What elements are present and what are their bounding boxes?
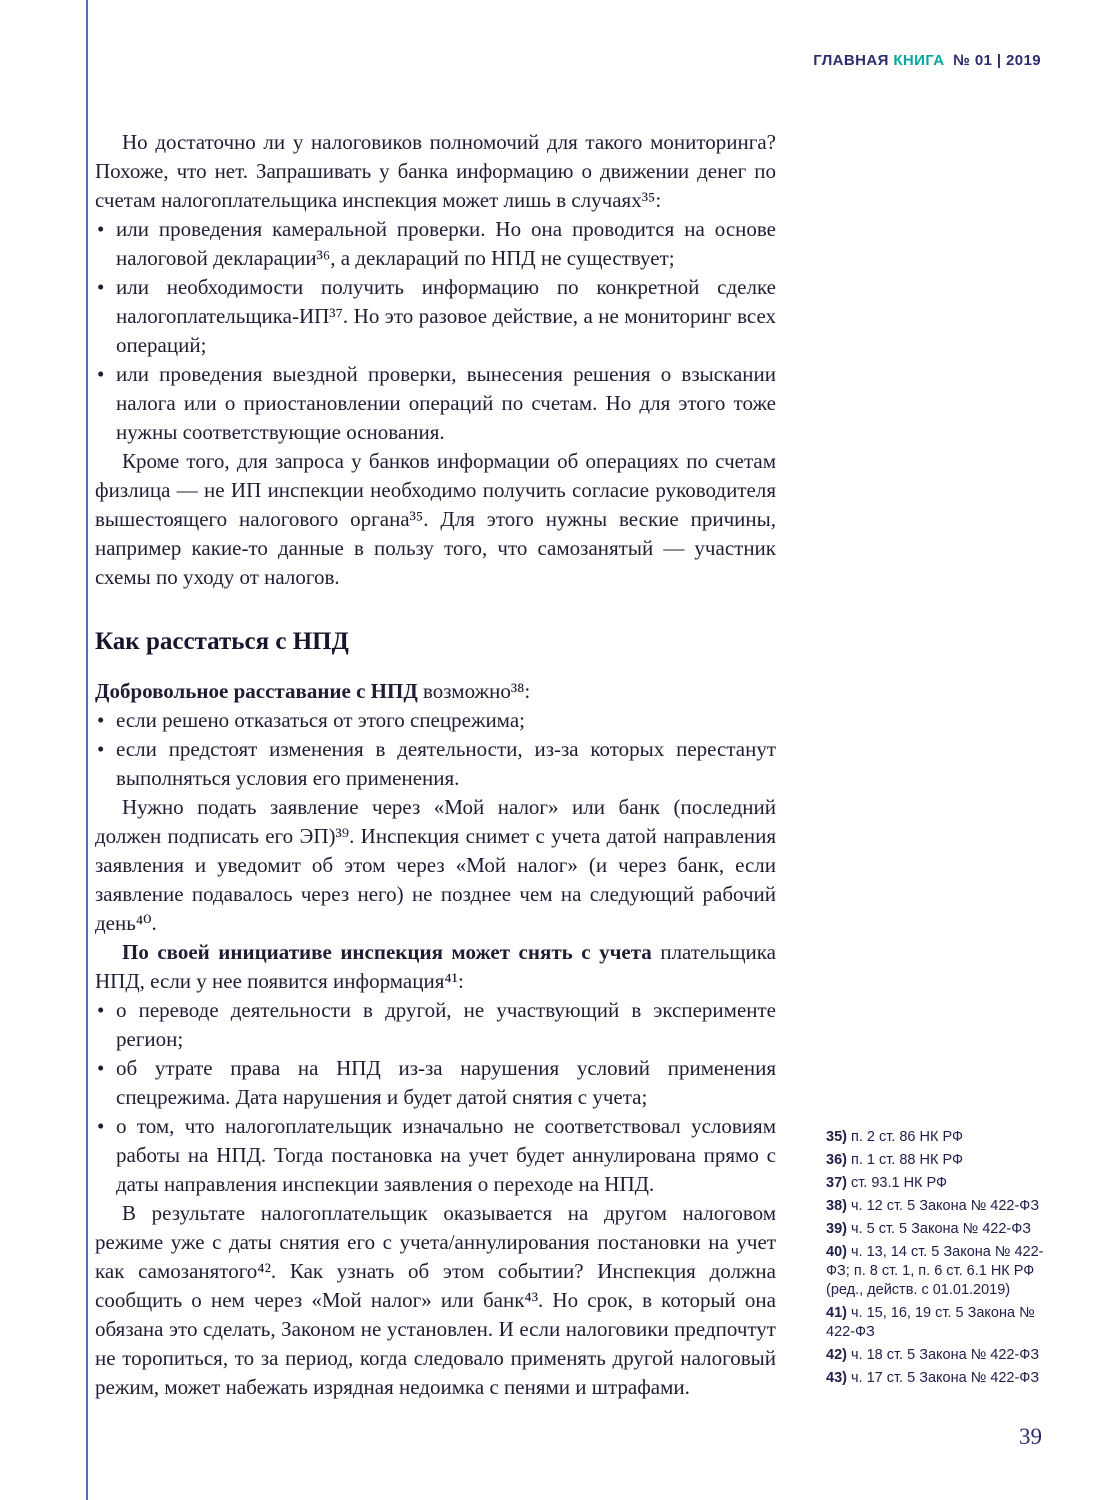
footnote-39-number: 39)	[826, 1221, 847, 1237]
inspection-initiative-rest-text: плательщика НПД, если у нее появится информация⁴¹:	[95, 940, 776, 993]
footnote-37-text: ст. 93.1 НК РФ	[851, 1175, 948, 1191]
bullet-item-loss-of-right: • об утрате права на НПД из-за нарушения условий применения спецрежима. Дата нарушения и будет датой снятия с учета;	[95, 1054, 776, 1112]
brand-glavnaya-label: ГЛАВНАЯ	[813, 52, 889, 69]
footnote-36	[826, 1151, 1052, 1170]
footnote-39-text: ч. 5 ст. 5 Закона № 422-ФЗ	[851, 1221, 1032, 1237]
paragraph-monitoring-intro: Но достаточно ли у налоговиков полномочий для такого мониторинга? Похоже, что нет. Запрашивать у банка информацию о движении денег по счетам налогоплательщика инспекция может лишь в случаях³⁵:	[95, 130, 776, 212]
footnote-35-text: п. 2 ст. 86 НК РФ	[851, 1129, 963, 1145]
voluntary-leave-rest-text: возможно³⁸:	[423, 679, 531, 703]
footnote-40-number: 40)	[826, 1244, 847, 1260]
footnote-40	[826, 1243, 1052, 1300]
footnote-37	[826, 1174, 1052, 1193]
footnote-43-number: 43)	[826, 1370, 847, 1386]
footnote-41-text: ч. 15, 16, 19 ст. 5 Закона № 422-ФЗ	[826, 1305, 1035, 1340]
main-text-column	[95, 128, 776, 1402]
footnote-38-number: 38)	[826, 1198, 847, 1214]
footnote-42	[826, 1346, 1052, 1365]
footnote-41	[826, 1304, 1052, 1342]
bullet-item-desk-audit: • или проведения камеральной проверки. Но она проводится на основе налоговой декларации³⁶, а деклараций по НПД не существует;	[95, 215, 776, 273]
left-edge-rule	[86, 0, 88, 1500]
page-number: 39	[1019, 1424, 1042, 1449]
footnote-40-text: ч. 13, 14 ст. 5 Закона № 422-ФЗ; п. 8 ст. 1, п. 6 ст. 6.1 НК РФ (ред., действ. с 01.01.2019)	[826, 1244, 1044, 1298]
bullet-item-initial-noncompliance: • о том, что налогоплательщик изначально не соответствовал условиям работы на НПД. Тогда постановка на учет будет аннулирована прямо с даты направления инспекции заявления о переходе на НПД.	[95, 1112, 776, 1199]
bullet-item-refuse-regime: • если решено отказаться от этого спецрежима;	[95, 706, 776, 735]
voluntary-leave-bold-text: Добровольное расставание с НПД	[95, 679, 418, 703]
footnote-36-text: п. 1 ст. 88 НК РФ	[851, 1152, 963, 1168]
footnote-38	[826, 1197, 1052, 1216]
bullet-item-activity-changes: • если предстоят изменения в деятельности, из-за которых перестанут выполняться условия его применения.	[95, 735, 776, 793]
bullet-item-region-transfer: • о переводе деятельности в другой, не участвующий в эксперименте регион;	[95, 996, 776, 1054]
bullet-list-bank-request-cases	[95, 215, 776, 447]
bullet-item-field-audit: • или проведения выездной проверки, вынесения решения о взыскании налога или о приостановлении операций по счетам. Но для этого тоже нужны соответствующие основания.	[95, 360, 776, 447]
footnotes-sidebar	[826, 1128, 1052, 1392]
footnote-36-number: 36)	[826, 1152, 847, 1168]
bullet-list-voluntary-reasons	[95, 706, 776, 793]
brand-kniga-label: КНИГА	[893, 52, 945, 69]
footnote-43	[826, 1369, 1052, 1388]
paragraph-consent-requirement: Кроме того, для запроса у банков информации об операциях по счетам физлица — не ИП инспекции необходимо получить согласие руководителя вышестоящего налогового органа³⁵. Для этого нужны веские причины, например какие-то данные в пользу того, что самозанятый — участник схемы по уходу от налогов.	[95, 449, 776, 589]
footnote-37-number: 37)	[826, 1175, 847, 1191]
footnote-35-number: 35)	[826, 1129, 847, 1145]
issue-number-label: № 01 | 2019	[953, 52, 1041, 69]
footnote-42-text: ч. 18 ст. 5 Закона № 422-ФЗ	[851, 1347, 1040, 1363]
footnote-35	[826, 1128, 1052, 1147]
footnote-43-text: ч. 17 ст. 5 Закона № 422-ФЗ	[851, 1370, 1040, 1386]
paragraph-inspection-initiative	[95, 938, 776, 996]
paragraph-application-procedure: Нужно подать заявление через «Мой налог» или банк (последний должен подписать его ЭП)³⁹. Инспекция снимет с учета датой направления заявления и уведомит об этом через «Мой налог» (и через банк, если заявление подавалось через него) не позднее чем на следующий рабочий день⁴⁰.	[95, 795, 776, 935]
bullet-item-specific-deal: • или необходимости получить информацию по конкретной сделке налогоплательщика-ИП³⁷. Но это разовое действие, а не мониторинг всех операций;	[95, 273, 776, 360]
paragraph-consequences: В результате налогоплательщик оказывается на другом налоговом режиме уже с даты снятия его с учета/аннулирования постановки на учет как самозанятого⁴². Как узнать об этом событии? Инспекция должна сообщить о нем через «Мой налог» или банк⁴³. Но срок, в который она обязана это сделать, Законом не установлен. И если налоговики предпочтут не торопиться, то за период, когда следовало применять другой налоговый режим, может набежать изрядная недоимка с пенями и штрафами.	[95, 1201, 776, 1399]
footnote-39	[826, 1220, 1052, 1239]
footnote-41-number: 41)	[826, 1305, 847, 1321]
bullet-list-deregistration-reasons	[95, 996, 776, 1199]
page-header	[813, 52, 1041, 69]
paragraph-voluntary-leave	[95, 677, 776, 706]
footnote-42-number: 42)	[826, 1347, 847, 1363]
footnote-38-text: ч. 12 ст. 5 Закона № 422-ФЗ	[851, 1198, 1040, 1214]
section-heading-leave-npd: Как расстаться с НПД	[95, 628, 349, 655]
inspection-initiative-bold-text: По своей инициативе инспекция может снять с учета	[122, 940, 652, 964]
